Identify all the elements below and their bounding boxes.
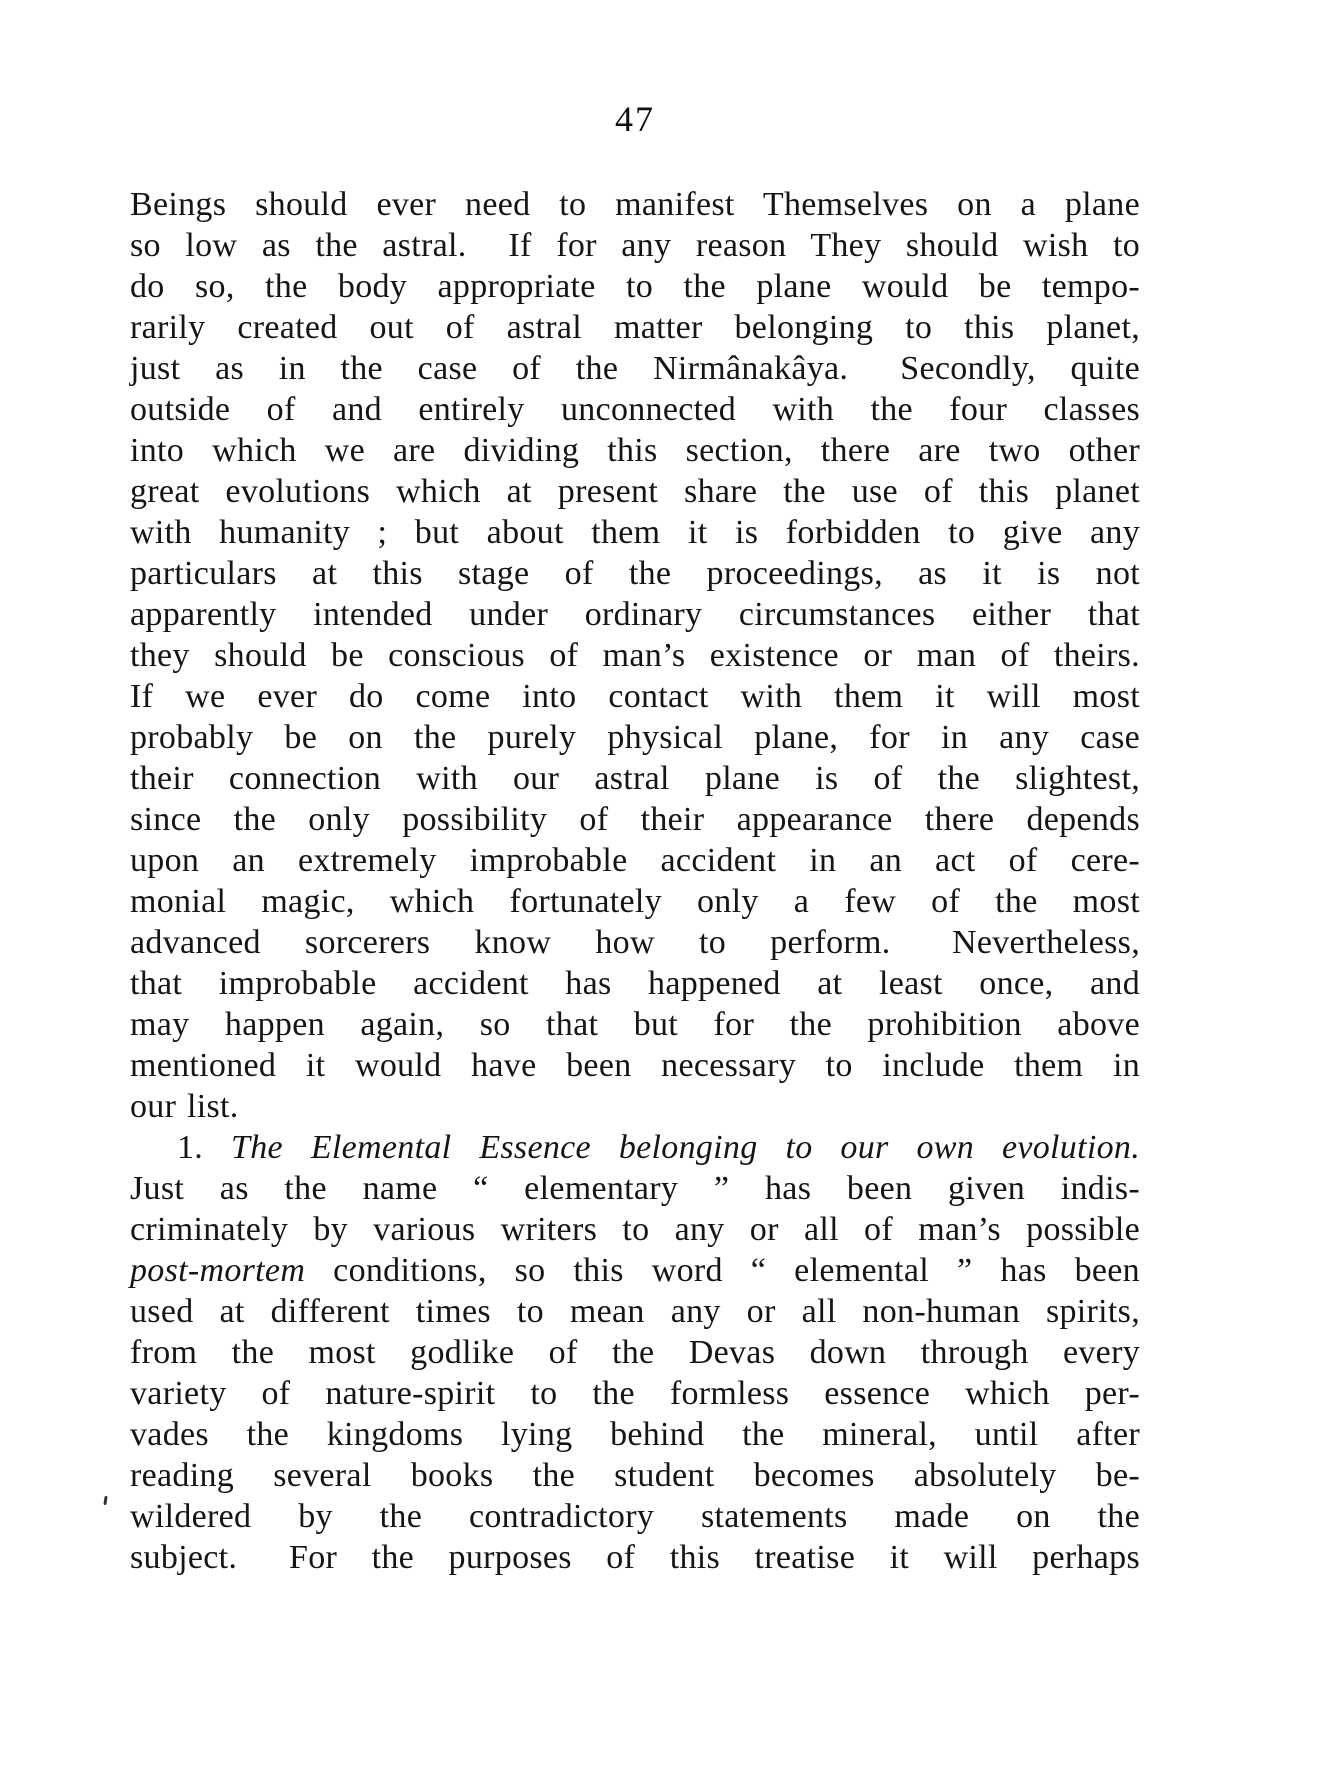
text-line: used at different times to mean any or all non-human spirits, <box>130 1293 1140 1330</box>
text-line: If we ever do come into contact with them it will most <box>130 678 1140 715</box>
text-line: upon an extremely improbable accident in an act of cere- <box>130 842 1140 879</box>
text-line: vades the kingdoms lying behind the mineral, until after <box>130 1416 1140 1453</box>
text-line: particulars at this stage of the proceedings, as it is not <box>130 555 1140 592</box>
text-line: mentioned it would have been necessary to include them in <box>130 1047 1140 1084</box>
text-line: with humanity ; but about them it is forbidden to give any <box>130 514 1140 551</box>
text-line: from the most godlike of the Devas down through every <box>130 1334 1140 1371</box>
text-line: may happen again, so that but for the prohibition above <box>130 1006 1140 1043</box>
text-line: variety of nature-spirit to the formless essence which per- <box>130 1375 1140 1412</box>
ink-speck <box>103 1496 107 1505</box>
text-line: 1. The Elemental Essence belonging to our own evolution. <box>177 1129 1140 1166</box>
page-number: 47 <box>615 99 655 139</box>
text-line: into which we are dividing this section, there are two other <box>130 432 1140 469</box>
text-line: that improbable accident has happened at least once, and <box>130 965 1140 1002</box>
text-line: wildered by the contradictory statements made on the <box>130 1498 1140 1535</box>
text-line: so low as the astral. If for any reason They should wish to <box>130 227 1140 264</box>
text-line: subject. For the purposes of this treatise it will perhaps <box>130 1539 1140 1576</box>
text-line: criminately by various writers to any or all of man’s possible <box>130 1211 1140 1248</box>
text-line: they should be conscious of man’s existence or man of theirs. <box>130 637 1140 674</box>
text-line: monial magic, which fortunately only a few of the most <box>130 883 1140 920</box>
text-line: reading several books the student becomes absolutely be- <box>130 1457 1140 1494</box>
text-line: great evolutions which at present share the use of this planet <box>130 473 1140 510</box>
text-line: Beings should ever need to manifest Themselves on a plane <box>130 186 1140 223</box>
text-line: our list. <box>130 1088 239 1125</box>
text-line: do so, the body appropriate to the plane would be tempo- <box>130 268 1140 305</box>
text-line: their connection with our astral plane is of the slightest, <box>130 760 1140 797</box>
text-line: since the only possibility of their appearance there depends <box>130 801 1140 838</box>
text-line: Just as the name “ elementary ” has been given indis- <box>130 1170 1140 1207</box>
page-text <box>130 184 1140 1578</box>
text-line: post-mortem conditions, so this word “ elemental ” has been <box>130 1252 1140 1289</box>
text-line: rarily created out of astral matter belonging to this planet, <box>130 309 1140 346</box>
text-line: just as in the case of the Nirmânakâya. Secondly, quite <box>130 350 1140 387</box>
text-line: advanced sorcerers know how to perform. Nevertheless, <box>130 924 1140 961</box>
text-line: outside of and entirely unconnected with the four classes <box>130 391 1140 428</box>
text-line: apparently intended under ordinary circumstances either that <box>130 596 1140 633</box>
text-line: probably be on the purely physical plane, for in any case <box>130 719 1140 756</box>
